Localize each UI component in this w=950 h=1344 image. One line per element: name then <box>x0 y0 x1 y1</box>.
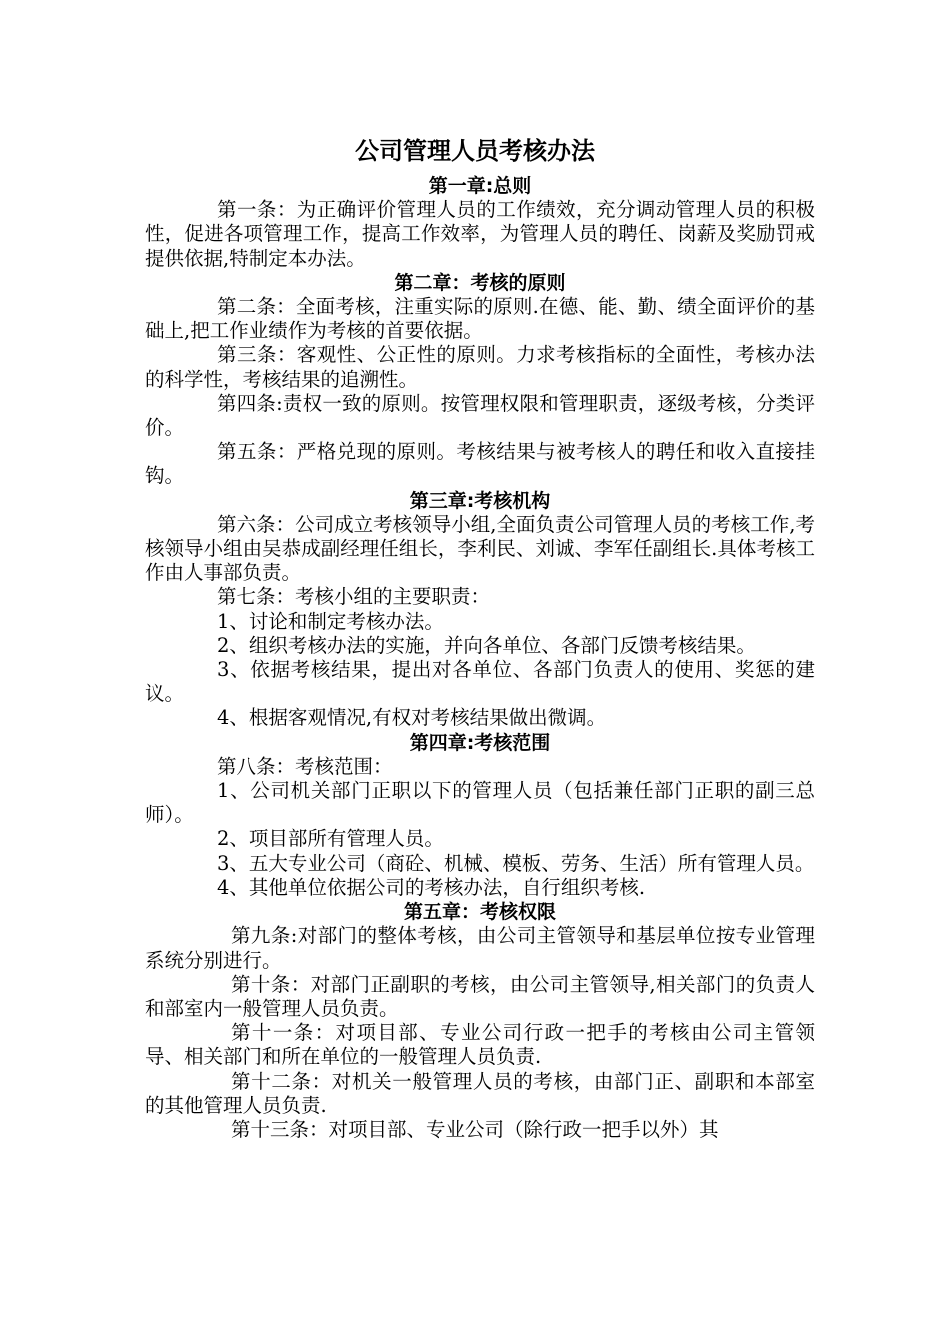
article-1: 第一条：为正确评价管理人员的工作绩效，充分调动管理人员的积极性，促进各项管理工作，提高工作效率，为管理人员的聘任、岗薪及奖励罚戒提供依据,特制定本办法。 <box>145 198 815 270</box>
article-9: 第九条:对部门的整体考核，由公司主管领导和基层单位按专业管理系统分别进行。 <box>145 924 815 972</box>
scope-item-1: 1、公司机关部门正职以下的管理人员（包括兼任部门正职的副三总师）。 <box>145 779 815 827</box>
document-title: 公司管理人员考核办法 <box>355 137 595 165</box>
document-body <box>145 174 815 1142</box>
duty-item-2: 2、组织考核办法的实施，并向各单位、各部门反馈考核结果。 <box>217 633 756 657</box>
article-10: 第十条：对部门正副职的考核，由公司主管领导,相关部门的负责人和部室内一般管理人员负责。 <box>145 972 815 1020</box>
article-6: 第六条：公司成立考核领导小组,全面负责公司管理人员的考核工作,考核领导小组由吴恭成副经理任组长，李利民、刘诚、李军任副组长.具体考核工作由人事部负责。 <box>145 512 815 585</box>
scope-item-4: 4、其他单位依据公司的考核办法，自行组织考核. <box>217 875 646 899</box>
chapter-heading-2: 第二章：考核的原则 <box>394 271 566 294</box>
chapter-heading-4: 第四章:考核范围 <box>409 731 551 754</box>
article-13: 第十三条：对项目部、专业公司（除行政一把手以外）其 <box>231 1117 719 1141</box>
article-2: 第二条：全面考核，注重实际的原则.在德、能、勤、绩全面评价的基础上,把工作业绩作为考核的首要依据。 <box>145 295 815 343</box>
article-3: 第三条：客观性、公正性的原则。力求考核指标的全面性，考核办法的科学性，考核结果的追溯性。 <box>145 343 815 391</box>
scope-item-3: 3、五大专业公司（商砼、机械、模板、劳务、生活）所有管理人员。 <box>217 851 815 875</box>
chapter-heading-5: 第五章：考核权限 <box>403 901 556 924</box>
chapter-heading-3: 第三章:考核机构 <box>409 489 551 512</box>
article-5: 第五条：严格兑现的原则。考核结果与被考核人的聘任和收入直接挂钩。 <box>145 440 815 488</box>
duty-item-3: 3、依据考核结果，提出对各单位、各部门负责人的使用、奖惩的建议。 <box>145 658 815 706</box>
scope-item-2: 2、项目部所有管理人员。 <box>217 827 444 851</box>
article-7: 第七条：考核小组的主要职责： <box>217 585 491 609</box>
duty-item-4: 4、根据客观情况,有权对考核结果做出微调。 <box>217 706 607 730</box>
article-11: 第十一条：对项目部、专业公司行政一把手的考核由公司主管领导、相关部门和所在单位的一般管理人员负责. <box>145 1021 815 1069</box>
duty-item-1: 1、讨论和制定考核办法。 <box>217 609 444 633</box>
article-12: 第十二条：对机关一般管理人员的考核，由部门正、副职和本部室的其他管理人员负责. <box>145 1069 815 1117</box>
chapter-heading-1: 第一章:总则 <box>428 175 532 197</box>
article-8: 第八条：考核范围： <box>217 754 393 778</box>
article-4: 第四条:责权一致的原则。按管理权限和管理职责，逐级考核，分类评价。 <box>145 391 815 440</box>
